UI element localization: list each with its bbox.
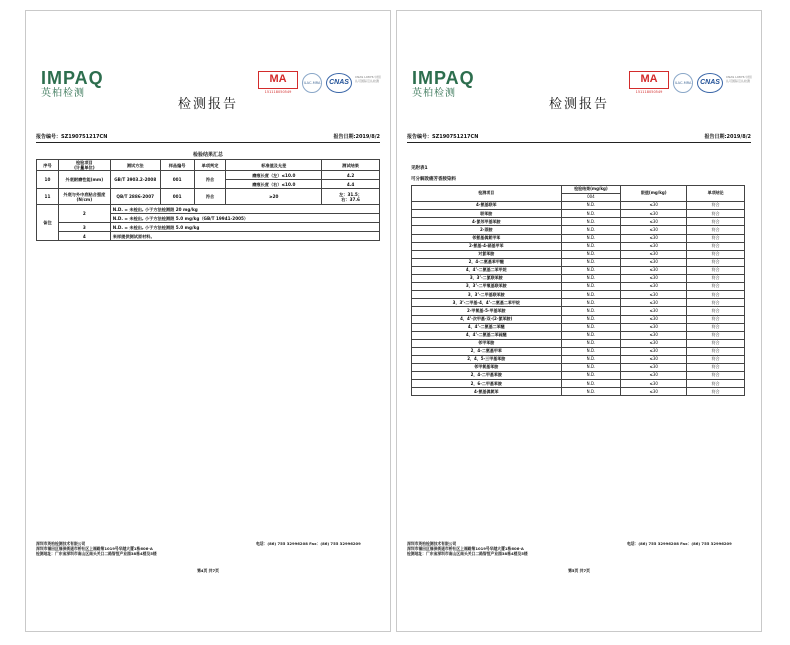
note-row xyxy=(37,232,380,241)
cell-result: N.D. xyxy=(561,331,621,339)
cell-item: 2，6-二甲基苯胺 xyxy=(412,380,562,388)
cell-verdict: 符合 xyxy=(687,315,745,323)
row-sample: 001 xyxy=(160,189,194,205)
cell-limit: ≤30 xyxy=(621,347,687,355)
table-header-row xyxy=(37,160,380,171)
table-row xyxy=(37,189,380,205)
cell-item: 2-萘胺 xyxy=(412,226,562,234)
cell-limit: ≤30 xyxy=(621,234,687,242)
report-title: 检测报告 xyxy=(548,97,609,112)
table-row xyxy=(412,218,745,226)
cnas-caption: CNAS L9876 中国认可国际互认检测 xyxy=(726,75,752,83)
note-text: N.D. = 未检出, 小于方法检测限 5.0 mg/kg（GB/T 19941-2005） xyxy=(110,214,379,223)
cell-item: 4-氯邻甲基苯胺 xyxy=(412,218,562,226)
table-row xyxy=(412,307,745,315)
cell-item: 3，3’-二氯联苯胺 xyxy=(412,275,562,283)
row-sample: 001 xyxy=(160,171,194,189)
cell-verdict: 符合 xyxy=(687,202,745,210)
cell-item: 2，4-二氨基甲苯 xyxy=(412,347,562,355)
cell-item: 对氯苯胺 xyxy=(412,250,562,258)
cell-item: 邻甲氧基苯胺 xyxy=(412,364,562,372)
report-number: 报告编号：SZ190751217CN xyxy=(407,134,479,140)
cell-item: 2，4-二氨基苯甲醚 xyxy=(412,258,562,266)
cell-limit: ≤30 xyxy=(621,202,687,210)
cell-limit: ≤30 xyxy=(621,258,687,266)
table-row xyxy=(412,291,745,299)
table-row xyxy=(412,266,745,274)
appendix-label: 见附表1 xyxy=(411,166,428,171)
cell-result: N.D. xyxy=(561,347,621,355)
cell-result: N.D. xyxy=(561,226,621,234)
table-row xyxy=(412,372,745,380)
report-date: 报告日期:2019/8/2 xyxy=(333,134,380,140)
cell-item: 联苯胺 xyxy=(412,210,562,218)
cell-limit: ≤30 xyxy=(621,250,687,258)
footer-company: 深圳市英柏检测技术有限公司 xyxy=(407,541,457,546)
cell-limit: ≤30 xyxy=(621,299,687,307)
table-row xyxy=(412,283,745,291)
row-no: 11 xyxy=(37,189,59,205)
page-footer xyxy=(36,541,380,556)
row-standard: 磨痕长度（左）≤10.0 xyxy=(226,171,322,180)
col-header: 检验项目 (计量单位) xyxy=(58,160,110,171)
cell-verdict: 符合 xyxy=(687,242,745,250)
cell-verdict: 符合 xyxy=(687,291,745,299)
col-header: 测试结果 xyxy=(322,160,380,171)
cell-verdict: 符合 xyxy=(687,266,745,274)
page-footer xyxy=(407,541,751,556)
col-header-item: 检测项目 xyxy=(412,186,562,202)
report-date: 报告日期:2019/8/2 xyxy=(704,134,751,140)
cma-number: 151118050549 xyxy=(635,90,663,94)
note-no: 2 xyxy=(58,205,110,223)
cell-limit: ≤30 xyxy=(621,315,687,323)
cell-verdict: 符合 xyxy=(687,250,745,258)
cell-result: N.D. xyxy=(561,234,621,242)
results-summary-table xyxy=(36,159,380,241)
cell-result: N.D. xyxy=(561,315,621,323)
col-header: 单项判定 xyxy=(194,160,226,171)
table-body xyxy=(412,202,745,396)
cell-item: 4，4’-二氨基二苯硫醚 xyxy=(412,331,562,339)
footer-tel: 电话：(86) 755 32996208 Fax：(86) 755 32996209 xyxy=(627,541,732,546)
cell-result: N.D. xyxy=(561,372,621,380)
note-text: 来样提供测试原材料。 xyxy=(110,232,379,241)
cell-limit: ≤30 xyxy=(621,242,687,250)
cell-limit: ≤30 xyxy=(621,355,687,363)
cell-verdict: 符合 xyxy=(687,234,745,242)
report-title: 检测报告 xyxy=(177,97,238,112)
cell-item: 4-氨基偶氮苯 xyxy=(412,388,562,396)
footer-company: 深圳市英柏检测技术有限公司 xyxy=(36,541,86,546)
table-row xyxy=(412,380,745,388)
table-row xyxy=(412,275,745,283)
cell-item: 4，4’-二氨基二苯甲烷 xyxy=(412,266,562,274)
table-row xyxy=(412,250,745,258)
cell-result: N.D. xyxy=(561,339,621,347)
cell-result: N.D. xyxy=(561,218,621,226)
cell-limit: ≤30 xyxy=(621,226,687,234)
row-method: GB/T 3903.2-2008 xyxy=(110,171,160,189)
cell-result: N.D. xyxy=(561,283,621,291)
cell-item: 2，4-二甲基苯胺 xyxy=(412,372,562,380)
col-header-result: 检验结果(mg/kg) xyxy=(561,186,621,194)
table-header-row xyxy=(412,186,745,194)
cell-limit: ≤30 xyxy=(621,266,687,274)
note-text: N.D. = 未检出, 小于方法检测限 20 mg/kg xyxy=(110,205,379,214)
report-number: 报告编号：SZ190751217CN xyxy=(36,134,108,140)
cell-result: N.D. xyxy=(561,210,621,218)
col-header: 样品编号 xyxy=(160,160,194,171)
cell-item: 4-氨基联苯 xyxy=(412,202,562,210)
cell-item: 2-氨基-4-硝基甲苯 xyxy=(412,242,562,250)
cell-item: 邻氨基偶氮甲苯 xyxy=(412,234,562,242)
cell-verdict: 符合 xyxy=(687,347,745,355)
cell-item: 3，3’-二甲氧基联苯胺 xyxy=(412,283,562,291)
cell-result: N.D. xyxy=(561,242,621,250)
table-row xyxy=(37,171,380,180)
cell-result: N.D. xyxy=(561,307,621,315)
cell-verdict: 符合 xyxy=(687,218,745,226)
cell-item: 4，4’-次甲基-双-(2-氯苯胺) xyxy=(412,315,562,323)
cell-verdict: 符合 xyxy=(687,372,745,380)
table-row xyxy=(412,234,745,242)
table-row xyxy=(412,258,745,266)
row-item: 外底与外中底粘合强度(N/cm) xyxy=(58,189,110,205)
cell-result: N.D. xyxy=(561,258,621,266)
row-item: 外底耐磨性能(mm) xyxy=(58,171,110,189)
cell-result: N.D. xyxy=(561,364,621,372)
table-row xyxy=(412,323,745,331)
cell-verdict: 符合 xyxy=(687,380,745,388)
cell-result: N.D. xyxy=(561,291,621,299)
cell-verdict: 符合 xyxy=(687,226,745,234)
cell-result: N.D. xyxy=(561,250,621,258)
footer-test-address: 检测地址：广东省深圳市南山区南头关口二路智恒产业园38栋4楼及5楼 xyxy=(407,551,528,556)
table-row xyxy=(412,339,745,347)
cell-verdict: 符合 xyxy=(687,283,745,291)
cell-item: 2，4，5-三甲基苯胺 xyxy=(412,355,562,363)
note-text: N.D. = 未检出, 小于方法检测限 5.0 mg/kg xyxy=(110,223,379,232)
table-row xyxy=(412,226,745,234)
logo-text: IMPAQ xyxy=(41,68,104,88)
notes-label: 备注 xyxy=(37,205,59,241)
cell-limit: ≤30 xyxy=(621,331,687,339)
table-row xyxy=(412,355,745,363)
section-title: 检验结果汇总 xyxy=(192,152,223,158)
col-header-limit: 限值(mg/kg) xyxy=(621,186,687,202)
footer-test-address: 检测地址：广东省深圳市南山区南头关口二路智恒产业园38栋4楼及5楼 xyxy=(36,551,157,556)
note-no: 3 xyxy=(58,223,110,232)
cell-verdict: 符合 xyxy=(687,275,745,283)
cell-verdict: 符合 xyxy=(687,258,745,266)
header-divider xyxy=(407,142,751,143)
header-divider xyxy=(36,142,380,143)
note-row xyxy=(37,205,380,214)
cell-verdict: 符合 xyxy=(687,210,745,218)
cell-limit: ≤30 xyxy=(621,380,687,388)
cell-limit: ≤30 xyxy=(621,364,687,372)
result-right: 右：37.6 xyxy=(341,196,360,202)
cell-verdict: 符合 xyxy=(687,331,745,339)
cell-limit: ≤30 xyxy=(621,339,687,347)
cell-result: N.D. xyxy=(561,266,621,274)
col-header: 序号 xyxy=(37,160,59,171)
cell-result: N.D. xyxy=(561,299,621,307)
cell-result: N.D. xyxy=(561,388,621,396)
cell-item: 邻甲苯胺 xyxy=(412,339,562,347)
col-header: 标准值及允差 xyxy=(226,160,322,171)
cma-seal-icon: MA xyxy=(629,71,669,89)
table-row xyxy=(412,364,745,372)
cell-limit: ≤30 xyxy=(621,218,687,226)
row-verdict: 符合 xyxy=(194,189,226,205)
footer-tel: 电话：(86) 755 32996208 Fax：(86) 755 32996209 xyxy=(256,541,361,546)
page-number: 第5页 共7页 xyxy=(568,568,590,573)
cell-item: 4，4’-二氨基二苯醚 xyxy=(412,323,562,331)
row-standard: 磨痕长度（右）≤10.0 xyxy=(226,180,322,189)
row-result xyxy=(322,189,380,205)
cell-limit: ≤30 xyxy=(621,210,687,218)
cell-limit: ≤30 xyxy=(621,307,687,315)
cell-result: N.D. xyxy=(561,323,621,331)
row-standard: ≥20 xyxy=(226,189,322,205)
cma-number: 151118050549 xyxy=(264,90,292,94)
logo-subtext: 英柏检测 xyxy=(41,88,85,99)
cell-verdict: 符合 xyxy=(687,299,745,307)
cell-verdict: 符合 xyxy=(687,339,745,347)
ilac-mra-icon: ILAC-MRA xyxy=(673,73,693,93)
row-no: 10 xyxy=(37,171,59,189)
cell-verdict: 符合 xyxy=(687,323,745,331)
cell-limit: ≤30 xyxy=(621,372,687,380)
table-row xyxy=(412,315,745,323)
cell-item: 3，3’-二甲基-4，4’-二氨基二苯甲烷 xyxy=(412,299,562,307)
cell-limit: ≤30 xyxy=(621,283,687,291)
cell-item: 3，3’-二甲基联苯胺 xyxy=(412,291,562,299)
cma-seal-icon: MA xyxy=(258,71,298,89)
table-row xyxy=(412,242,745,250)
col-header-sample: 004 xyxy=(561,194,621,202)
logo-subtext: 英柏检测 xyxy=(412,88,456,99)
cell-limit: ≤30 xyxy=(621,291,687,299)
cell-verdict: 符合 xyxy=(687,388,745,396)
report-page-4 xyxy=(25,10,391,632)
row-method: QB/T 2886-2007 xyxy=(110,189,160,205)
row-verdict: 符合 xyxy=(194,171,226,189)
table-row xyxy=(412,210,745,218)
cell-verdict: 符合 xyxy=(687,307,745,315)
row-result: 4.2 xyxy=(322,171,380,180)
table-row xyxy=(412,202,745,210)
col-header: 测试方法 xyxy=(110,160,160,171)
table-row xyxy=(412,299,745,307)
table-row xyxy=(412,388,745,396)
note-row xyxy=(37,223,380,232)
footer-address: 深圳市福田区福保街道市桥社区上福路第1019号华越大厦1栋606-A xyxy=(36,546,153,551)
table-caption: 可分解致癌芳香胺染料 xyxy=(411,177,456,182)
cell-verdict: 符合 xyxy=(687,355,745,363)
cell-verdict: 符合 xyxy=(687,364,745,372)
result-left: 左：31.5； xyxy=(339,191,363,197)
note-no: 4 xyxy=(58,232,110,241)
cell-item: 2-甲氧基-5-甲基苯胺 xyxy=(412,307,562,315)
cell-result: N.D. xyxy=(561,275,621,283)
table-row xyxy=(412,347,745,355)
cell-limit: ≤30 xyxy=(621,275,687,283)
cnas-icon: CNAS xyxy=(697,73,723,93)
cnas-caption: CNAS L9876 中国认可国际互认检测 xyxy=(355,75,381,83)
ilac-mra-icon: ILAC-MRA xyxy=(302,73,322,93)
logo-text: IMPAQ xyxy=(412,68,475,88)
cell-limit: ≤30 xyxy=(621,323,687,331)
report-page-5 xyxy=(396,10,762,632)
cell-result: N.D. xyxy=(561,355,621,363)
azo-dyes-table xyxy=(411,185,745,396)
cnas-icon: CNAS xyxy=(326,73,352,93)
cell-limit: ≤30 xyxy=(621,388,687,396)
footer-address: 深圳市福田区福保街道市桥社区上福路第1019号华越大厦1栋606-A xyxy=(407,546,524,551)
page-number: 第4页 共7页 xyxy=(197,568,219,573)
col-header-verdict: 单项结论 xyxy=(687,186,745,202)
table-row xyxy=(412,331,745,339)
row-result: 4.4 xyxy=(322,180,380,189)
cell-result: N.D. xyxy=(561,202,621,210)
cell-result: N.D. xyxy=(561,380,621,388)
